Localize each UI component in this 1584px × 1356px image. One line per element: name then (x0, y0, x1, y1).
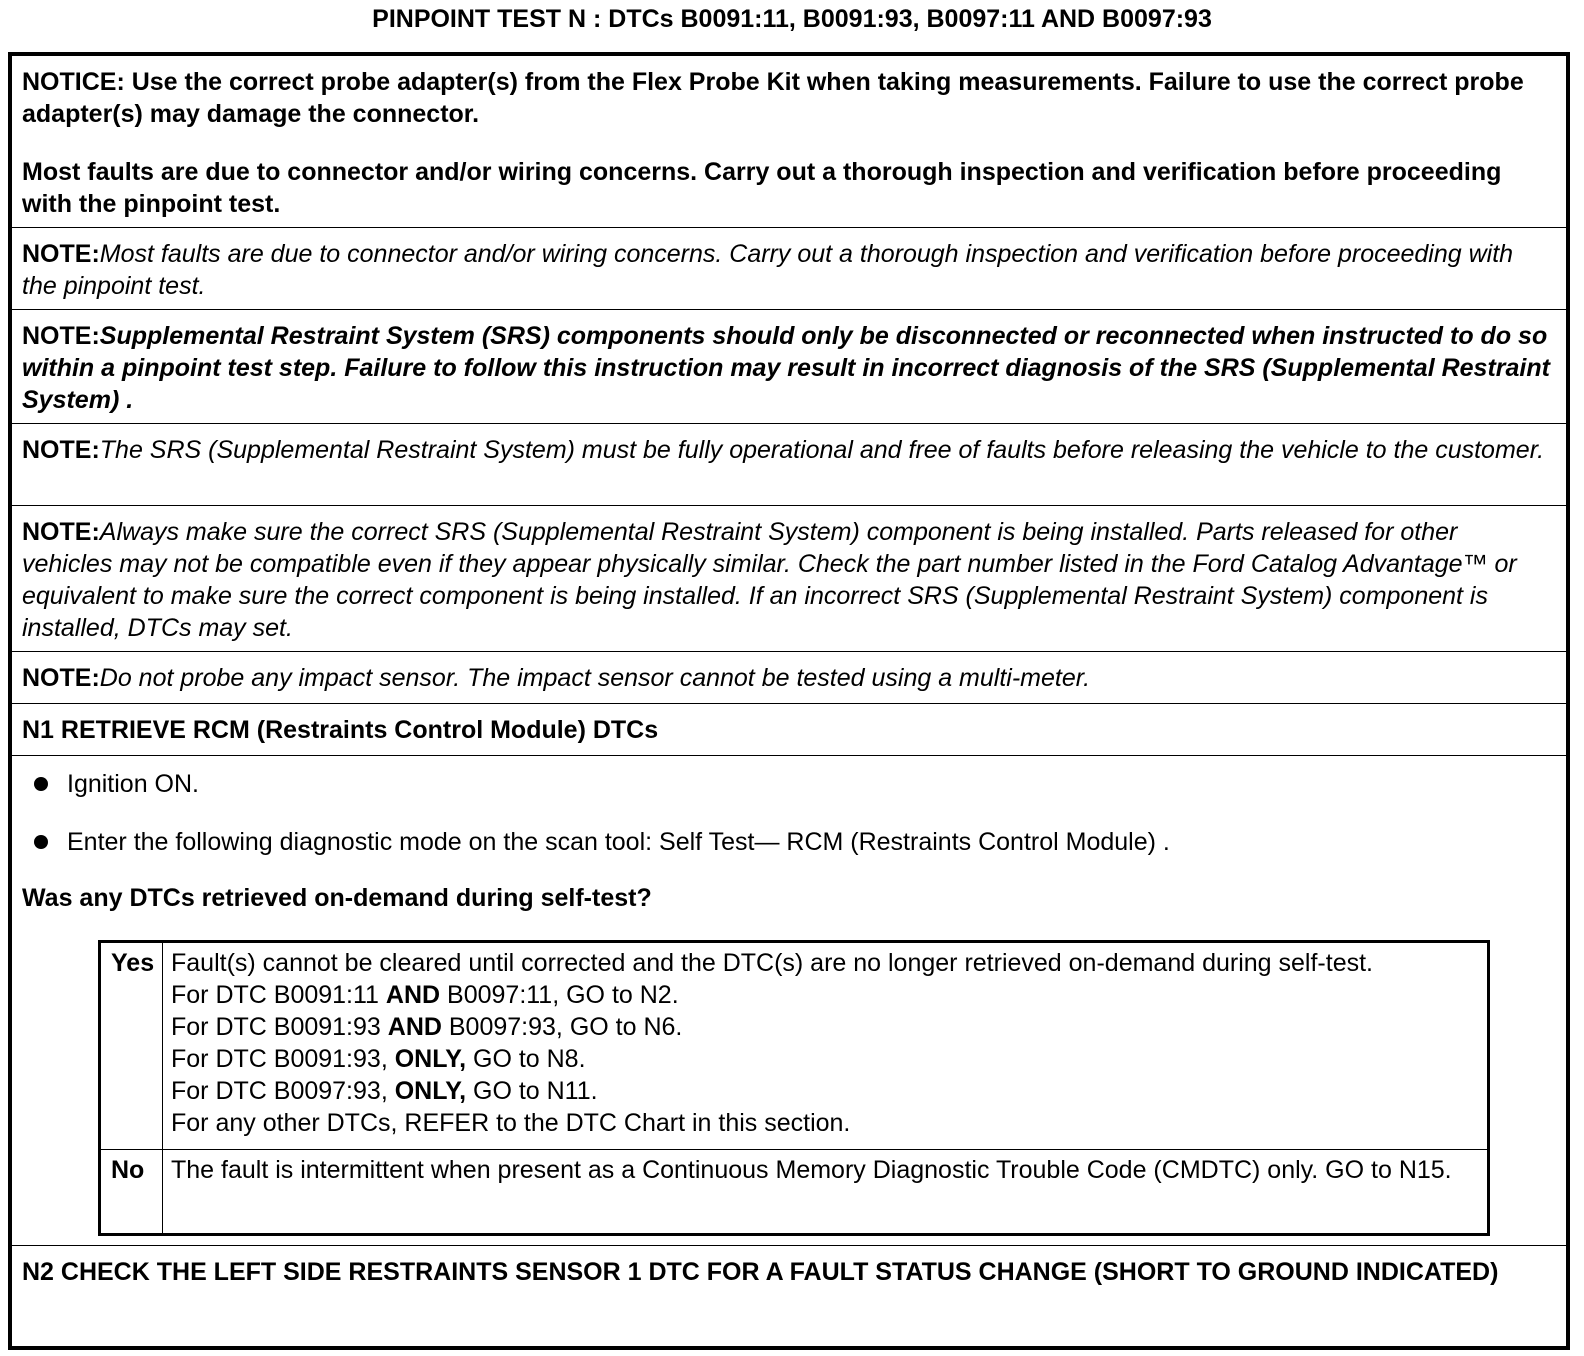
notice-text: NOTICE: Use the correct probe adapter(s) from the Flex Probe Kit when taking measurements. Failure to use the correct probe adapter(s) may damage the connector. (22, 68, 1524, 128)
note-label: NOTE: (22, 664, 100, 692)
list-item (12, 768, 1170, 800)
page-title: PINPOINT TEST N : DTCs B0091:11, B0091:93, B0097:11 AND B0097:93 (372, 5, 1212, 33)
answer-body-no: The fault is intermittent when present as a Continuous Memory Diagnostic Trouble Code (CMDTC) only. GO to N15. (171, 1156, 1452, 1184)
answer-key-no: No (101, 1150, 163, 1233)
note-row (12, 652, 1566, 704)
step-n1-question: Was any DTCs retrieved on-demand during self-test? (22, 884, 652, 912)
answer-line: For DTC B0091:93 AND B0097:93, GO to N6. (171, 1013, 683, 1041)
step-n1-body (12, 756, 1566, 1246)
note-text: The SRS (Supplemental Restraint System) must be fully operational and free of faults before releasing the vehicle to the customer. (99, 436, 1545, 464)
answer-body-yes (163, 943, 1487, 1149)
notice-wiring-text: Most faults are due to connector and/or wiring concerns. Carry out a thorough inspection and verification before proceeding with the pinpoint test. (22, 158, 1502, 218)
pinpoint-test-table (8, 52, 1570, 1350)
note-row (12, 228, 1566, 310)
step-n2-heading: N2 CHECK THE LEFT SIDE RESTRAINTS SENSOR 1 DTC FOR A FAULT STATUS CHANGE (SHORT TO GROUND INDICATED) (22, 1258, 1499, 1286)
note-row (12, 506, 1566, 652)
note-label: NOTE: (22, 518, 100, 546)
bullet-icon (34, 835, 48, 849)
note-text: Do not probe any impact sensor. The impact sensor cannot be tested using a multi-meter. (99, 664, 1091, 692)
answer-table (98, 940, 1490, 1236)
note-label: NOTE: (22, 436, 100, 464)
note-label: NOTE: (22, 240, 100, 268)
answer-line: For DTC B0091:11 AND B0097:11, GO to N2. (171, 981, 679, 1009)
step-n1-heading: N1 RETRIEVE RCM (Restraints Control Module) DTCs (12, 704, 1566, 756)
answer-key-yes: Yes (101, 943, 163, 1149)
note-label: NOTE: (22, 322, 100, 350)
answer-intro: Fault(s) cannot be cleared until corrected and the DTC(s) are no longer retrieved on-demand during self-test. (171, 949, 1373, 977)
note-text: Most faults are due to connector and/or wiring concerns. Carry out a thorough inspection and verification before proceeding with the pinpoint test. (22, 240, 1514, 300)
step-n1-bullets (12, 768, 1170, 858)
answer-line: For DTC B0097:93, ONLY, GO to N11. (171, 1077, 598, 1105)
note-row (12, 424, 1566, 506)
answer-row-yes (101, 943, 1487, 1149)
answer-line: For DTC B0091:93, ONLY, GO to N8. (171, 1045, 586, 1073)
bullet-icon (34, 777, 48, 791)
bullet-text: Enter the following diagnostic mode on the scan tool: Self Test— RCM (Restraints Control Module) . (67, 828, 1170, 856)
bullet-text: Ignition ON. (67, 770, 200, 798)
answer-row-no (101, 1149, 1487, 1233)
note-text: Supplemental Restraint System (SRS) components should only be disconnected or reconnected when instructed to do so within a pinpoint test step. Failure to follow this instruction may result in incorrect diagnosis of the SRS (Supplemental Restraint System) . (22, 322, 1550, 414)
note-text: Always make sure the correct SRS (Supplemental Restraint System) component is being installed. Parts released for other vehicles may not be compatible even if they appear physically similar. Check the part number listed in the Ford Catalog Advantage™ or equivalent to make sure the correct component is being installed. If an incorrect SRS (Supplemental Restraint System) component is installed, DTCs may set. (22, 518, 1517, 642)
note-row (12, 310, 1566, 424)
answer-outro: For any other DTCs, REFER to the DTC Chart in this section. (171, 1109, 851, 1137)
list-item (12, 826, 1170, 858)
notice-row (12, 66, 1566, 228)
